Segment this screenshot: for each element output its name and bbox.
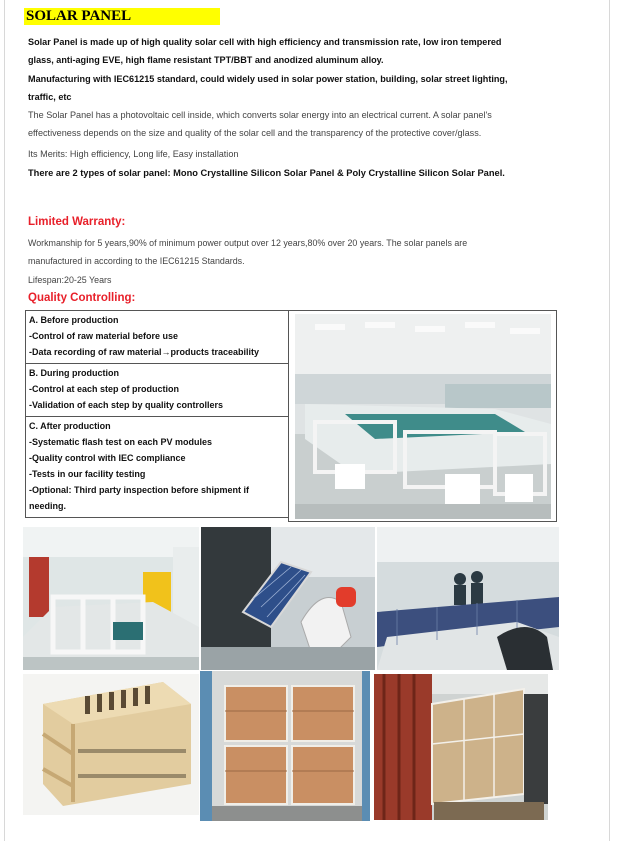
panel-types-text: There are 2 types of solar panel: Mono Crystalline Silicon Solar Panel & Poly Crystalline Silicon Solar Panel. [28, 168, 505, 178]
intro-block [28, 33, 534, 163]
assembly-workers-photo [377, 527, 559, 670]
robot-arm-photo [201, 527, 375, 670]
section-item: -Quality control with IEC compliance [29, 453, 186, 463]
forklift-loading-photo [374, 674, 548, 820]
page-border-right [609, 0, 610, 841]
factory-photo-frame [288, 310, 557, 522]
section-item: -Data recording of raw material→products traceability [29, 347, 260, 357]
wooden-crate-photo [23, 674, 199, 815]
quality-section-after [26, 417, 288, 517]
intro-bold-line: Manufacturing with IEC61215 standard, could widely used in solar power station, building, solar street lighting, [28, 73, 508, 84]
intro-line: The Solar Panel has a photovoltaic cell inside, which converts solar energy into an electrical current. A solar panel's [28, 110, 492, 121]
intro-line: effectiveness depends on the size and quality of the solar cell and the transparency of the protective cover/glass. [28, 128, 482, 139]
section-item: -Optional: Third party inspection before shipment if [29, 485, 250, 495]
section-item: -Tests in our facility testing [29, 469, 146, 479]
intro-bold-line: Solar Panel is made up of high quality solar cell with high efficiency and transmission rate, low iron tempered [28, 37, 502, 47]
factory-floor-photo [295, 314, 551, 519]
merits-line: Its Merits: High efficiency, Long life, Easy installation [28, 148, 239, 159]
warranty-line: manufactured in according to the IEC61215 Standards. [28, 256, 245, 267]
intro-bold-line: glass, anti-aging EVE, high flame resistant TPT/BBT and anodized aluminum alloy. [28, 55, 384, 66]
section-title: B. During production [29, 368, 119, 378]
section-title: A. Before production [29, 315, 119, 325]
warranty-block [28, 234, 534, 289]
quality-section-during [26, 364, 288, 417]
section-title: C. After production [29, 421, 111, 431]
intro-bold-line: traffic, etc [28, 91, 72, 102]
warranty-heading: Limited Warranty: [28, 216, 126, 228]
section-item: -Control of raw material before use [29, 331, 179, 341]
quality-table [25, 310, 288, 518]
section-item: -Control at each step of production [29, 384, 179, 394]
section-item: needing. [29, 501, 67, 511]
page-border-left [4, 0, 5, 841]
warranty-line: Workmanship for 5 years,90% of minimum power output over 12 years,80% over 20 years. The solar panels are [28, 238, 468, 248]
section-item: -Validation of each step by quality controllers [29, 400, 224, 410]
container-loading-photo [200, 671, 370, 821]
quality-section-before [26, 311, 288, 364]
quality-heading: Quality Controlling: [28, 292, 136, 304]
production-line-photo [23, 527, 199, 670]
lifespan-line: Lifespan:20-25 Years [28, 274, 112, 285]
page-title: SOLAR PANEL [24, 8, 220, 25]
section-item: -Systematic flash test on each PV modules [29, 437, 213, 447]
